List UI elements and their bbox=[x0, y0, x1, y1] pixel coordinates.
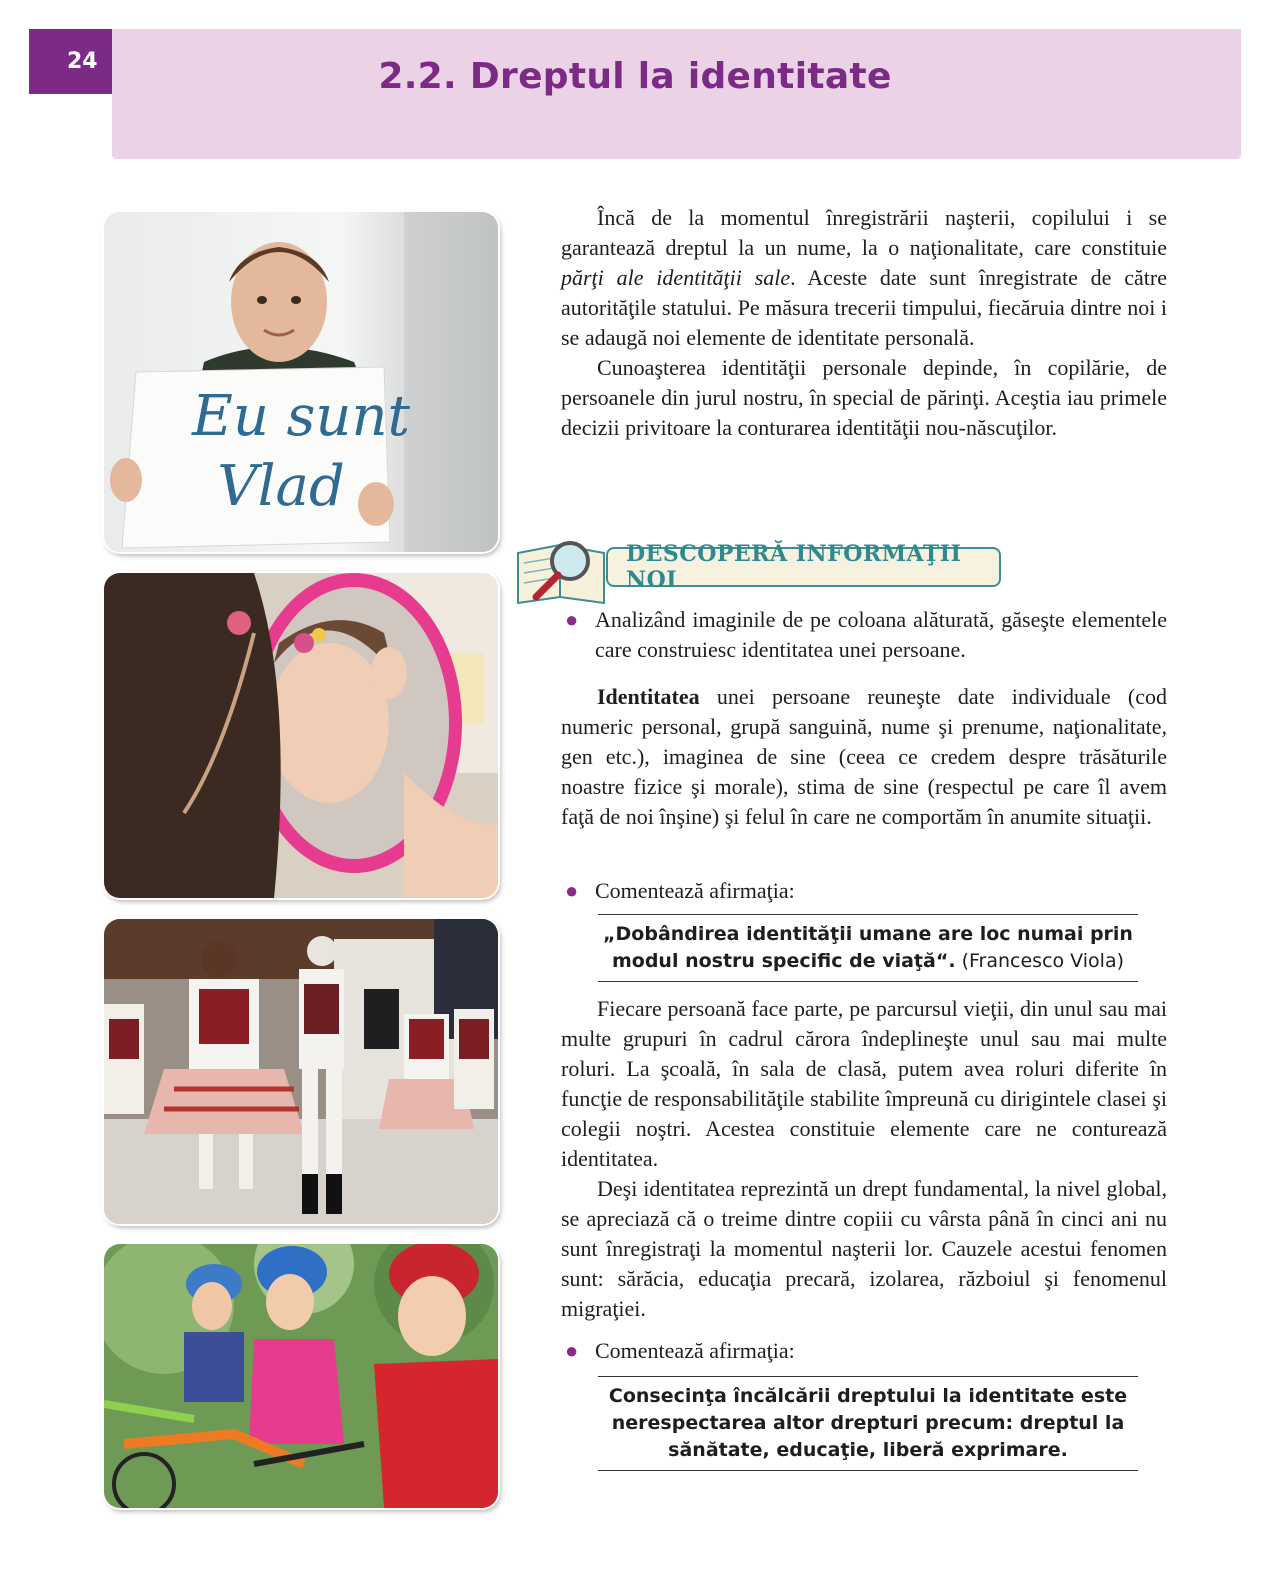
discover-section-header bbox=[514, 533, 1014, 605]
sign-text-line2: Vlad bbox=[217, 454, 345, 519]
quote-2-text: Consecinţa încălcării dreptului la identitate este nerespectarea altor drepturi precum: dreptul la sănătate, educaţie, liberă exprimare. bbox=[608, 1385, 1128, 1461]
bullet-dot: ● bbox=[565, 607, 579, 632]
intro-paragraphs bbox=[561, 203, 1167, 443]
paragraph-intro-emphasis: părţi ale identităţii sale bbox=[561, 265, 791, 290]
page-number: 24 bbox=[29, 29, 112, 94]
bullet-comment-1-text: Comentează afirmaţia: bbox=[595, 878, 795, 903]
paragraph-global: Deşi identitatea reprezintă un drept fundamental, la nivel global, se apreciază că o treime dintre copiii cu vârsta până în cinci ani nu sunt înregistraţi la momentul naşterii lor. Cauzele acestui fenomen sunt: sărăcia, educaţia precară, izolarea, războiul şi fenomenul migraţiei. bbox=[561, 1176, 1167, 1321]
bullet-comment-2-text: Comentează afirmaţia: bbox=[595, 1338, 795, 1363]
book-magnifier-icon bbox=[514, 533, 614, 605]
photo-girl-mirror bbox=[104, 573, 498, 898]
identity-definition-text: unei persoane reuneşte date individuale (cod numeric personal, grupă sanguină, nume şi prenume, naţionalitate, gen etc.), imaginea de sine (ceea ce credem despre trăsăturile noastre fizice şi morale), stima de sine (respectul pe care îl avem faţă de noi înşine) şi felul în care ne comportăm în anumite situaţii. bbox=[561, 684, 1167, 829]
page-title: 2.2. Dreptul la identitate bbox=[378, 56, 892, 97]
photo-children-bikes bbox=[104, 1244, 498, 1508]
paragraph-identity bbox=[561, 682, 1167, 832]
sign-text-line1: Eu sunt bbox=[191, 384, 411, 449]
quote-consequence bbox=[598, 1376, 1138, 1471]
discover-label-box bbox=[606, 541, 1001, 593]
paragraph-groups: Fiecare persoană face parte, pe parcursul vieţii, din unul sau mai multe grupuri în cadrul cărora îndeplineşte unul sau mai multe roluri. La şcoală, în sala de clasă, putem avea roluri diferite în funcţie de responsabilităţile stabilite împreună cu dirigintele clasei şi colegii noştri. Acestea constituie elemente care ne conturează identitatea. bbox=[561, 996, 1167, 1171]
identity-term: Identitatea bbox=[597, 684, 700, 709]
bullet-analyze-images bbox=[561, 605, 1167, 665]
paragraph-intro-text-a: Încă de la momentul înregistrării naşterii, copilului i se garantează dreptul la un nume, la o naţionalitate, care constituie bbox=[561, 205, 1167, 260]
group-roles-paragraphs bbox=[561, 994, 1167, 1324]
bullet-analyze-text: Analizând imaginile de pe coloana alăturată, găseşte elementele care construiesc identitatea unei persoane. bbox=[595, 607, 1167, 662]
discover-label: DESCOPERĂ INFORMAŢII NOI bbox=[626, 541, 962, 593]
quote-1-text: „Dobândirea identităţii umane are loc numai prin modul nostru specific de viaţă“. bbox=[603, 923, 1133, 972]
bullet-dot: ● bbox=[565, 1338, 579, 1363]
identity-definition bbox=[561, 682, 1167, 832]
paragraph-intro bbox=[561, 203, 1167, 353]
paragraph-intro-text-b: . Aceste date sunt înregistrate de către autorităţile statului. Pe măsura trecerii timpului, fiecăruia dintre noi i se adaugă noi elemente de identitate personală. bbox=[561, 265, 1167, 350]
bullet-dot: ● bbox=[565, 878, 579, 903]
photo-folk-dancers bbox=[104, 919, 498, 1224]
bullet-comment-2 bbox=[561, 1336, 1167, 1366]
quote-1-author: (Francesco Viola) bbox=[955, 950, 1125, 972]
bullet-comment-1 bbox=[561, 876, 1167, 906]
quote-francesco-viola bbox=[598, 914, 1138, 982]
photo-boy-with-sign bbox=[104, 212, 498, 552]
paragraph-knowledge: Cunoaşterea identităţii personale depinde, în copilărie, de persoanele din jurul nostru, în special de părinţi. Aceştia iau primele decizii privitoare la conturarea identităţii nou-născuţilor. bbox=[561, 355, 1167, 440]
